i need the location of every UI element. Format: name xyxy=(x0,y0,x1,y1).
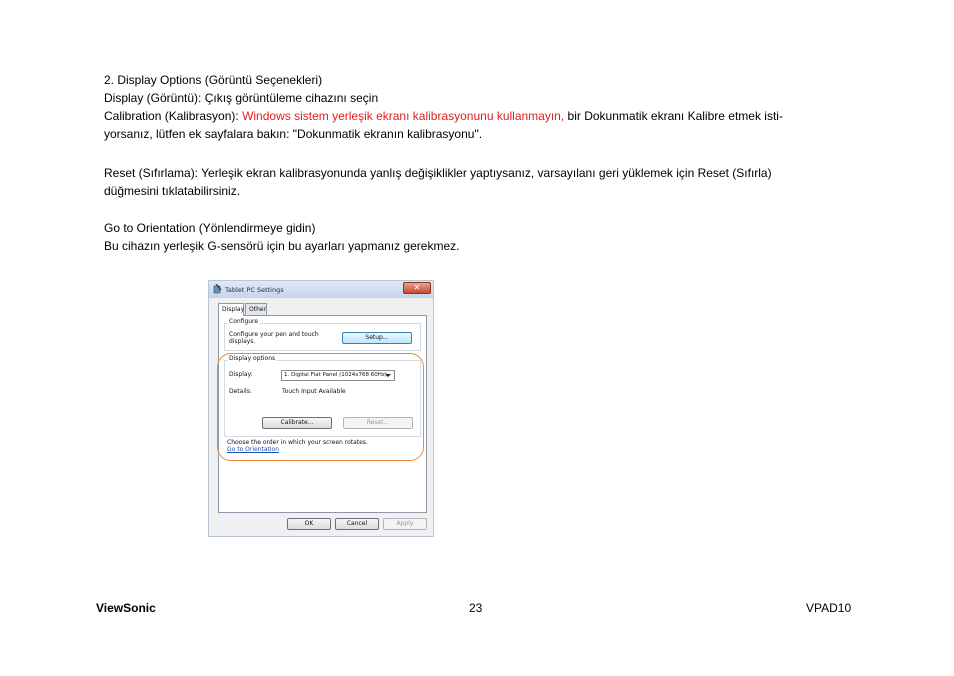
ok-button-label: OK xyxy=(304,520,314,527)
display-tab-panel xyxy=(218,315,427,513)
footer-brand: ViewSonic xyxy=(96,601,156,615)
chevron-down-icon xyxy=(385,374,391,377)
display-select-value: 1. Digital Flat Panel (1024x768 60Hz) xyxy=(284,372,387,378)
configure-text: Configure your pen and touch xyxy=(229,331,319,338)
details-label: Details: xyxy=(229,388,252,395)
tab-display[interactable]: Display xyxy=(218,303,244,316)
reset-description: Reset (Sıfırlama): Yerleşik ekran kalibrasyonunda yanlış değişiklikler yaptıysanız, varsayılanı geri yüklemek için Reset (Sıfırla) xyxy=(104,166,772,180)
reset-button[interactable] xyxy=(343,417,413,429)
go-to-orientation-link[interactable]: Go to Orientation xyxy=(227,446,280,453)
reset-button-label: Reset... xyxy=(366,419,390,426)
setup-button-label: Setup... xyxy=(365,334,389,341)
tablet-pen-icon xyxy=(213,284,222,294)
apply-button-label: Apply xyxy=(396,520,414,527)
reset-description-continued: düğmesini tıklatabilirsiniz. xyxy=(104,184,241,198)
apply-button[interactable] xyxy=(383,518,427,530)
footer-page-number: 23 xyxy=(469,601,483,615)
cancel-button-label: Cancel xyxy=(346,520,368,527)
configure-group-label: Configure xyxy=(229,318,259,325)
orientation-heading: Go to Orientation (Yönlendirmeye gidin) xyxy=(104,221,316,235)
orientation-section xyxy=(104,219,459,255)
calibration-rest: bir Dokunmatik ekranı Kalibre etmek isti- xyxy=(564,109,783,123)
display-options-section xyxy=(104,71,783,143)
ok-button[interactable] xyxy=(287,518,331,530)
close-button[interactable]: ✕ xyxy=(403,282,431,294)
display-options-group-label: Display options xyxy=(229,355,276,362)
calibration-description-continued: yorsanız, lütfen ek sayfalara bakın: "Dokunmatik ekranın kalibrasyonu". xyxy=(104,127,483,141)
section-heading: 2. Display Options (Görüntü Seçenekleri) xyxy=(104,73,323,87)
calibration-prefix: Calibration (Kalibrasyon): xyxy=(104,109,243,123)
calibrate-button-label: Calibrate... xyxy=(280,419,314,426)
window-title: Tablet PC Settings xyxy=(225,286,284,294)
footer-model: VPAD10 xyxy=(806,601,852,615)
calibration-description xyxy=(104,107,783,125)
calibration-warning: Windows sistem yerleşik ekranı kalibrasyonunu kullanmayın, xyxy=(242,109,565,123)
calibrate-button[interactable] xyxy=(262,417,332,429)
reset-section xyxy=(104,164,772,200)
tablet-pc-settings-window xyxy=(208,280,434,537)
orientation-description: Bu cihazın yerleşik G-sensörü için bu ayarları yapmanız gerekmez. xyxy=(104,239,460,253)
details-value: Touch Input Available xyxy=(282,388,346,395)
display-description: Display (Görüntü): Çıkış görüntüleme cihazını seçin xyxy=(104,91,379,105)
title-bar xyxy=(209,281,433,298)
display-select[interactable] xyxy=(281,370,395,381)
orientation-text: Choose the order in which your screen rotates. xyxy=(227,439,368,446)
cancel-button[interactable] xyxy=(335,518,379,530)
tab-other[interactable]: Other xyxy=(245,303,267,315)
display-label: Display: xyxy=(229,371,253,378)
setup-button[interactable] xyxy=(342,332,412,344)
configure-text-continued: displays. xyxy=(229,338,256,345)
